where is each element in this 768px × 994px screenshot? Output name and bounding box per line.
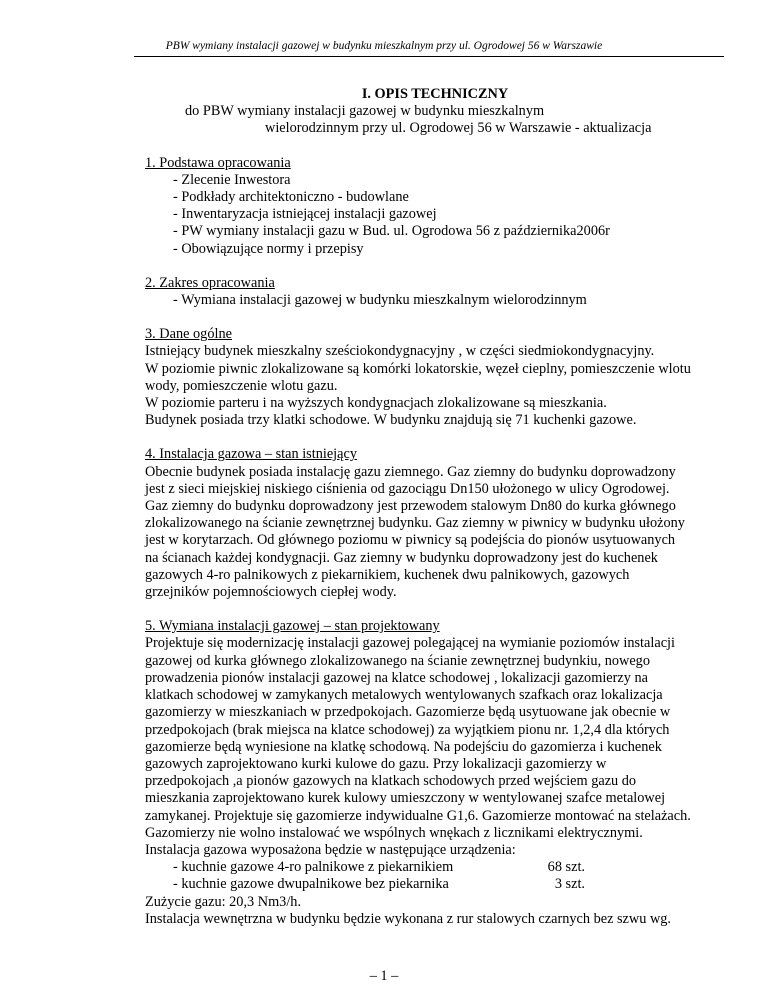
paragraph-line: Gazomierzy nie wolno instalować we wspólnych wnękach z licznikami elektrycznymi. [145,824,643,841]
equipment-row [145,859,725,876]
equipment-quantity: 3 szt. [554,876,585,893]
paragraph-line: przedpokojach (brak miejsca na klatce schodowej) za wyjątkiem pionu nr. 1,2,4 dla których [145,721,670,738]
paragraph-line: jest z sieci miejskiej niskiego ciśnienia od gazociągu Dn150 ułożonego w ulicy Ogrodowej. [145,480,670,497]
list-item: - Zlecenie Inwestora [173,171,291,188]
document-subtitle-line2: wielorodzinnym przy ul. Ogrodowej 56 w Warszawie - aktualizacja [265,120,652,137]
paragraph-line: Budynek posiada trzy klatki schodowe. W budynku znajdują się 71 kuchenki gazowe. [145,412,637,429]
paragraph-line: Projektuje się modernizację instalacji gazowej polegającej na wymianie poziomów instalacji [145,635,675,652]
paragraph-line: Zużycie gazu: 20,3 Nm3/h. [145,893,302,910]
list-item: - Obowiązujące normy i przepisy [173,240,364,257]
section-1 [145,155,725,258]
paragraph-line: gazowych zaprojektowano kurki kulowe do gazu. Przy lokalizacji gazomierzy w [145,755,607,772]
paragraph-line: klatkach schodowej w zamykanych metalowych wentylowanych szafkach oraz lokalizacja [145,687,663,704]
section-3 [145,326,725,429]
paragraph-line: mieszkania zaprojektowano kurek kulowy umieszczony w wentylowanej szafce metalowej [145,790,666,807]
section-heading: 1. Podstawa opracowania [145,154,291,171]
section-4 [145,446,725,601]
paragraph-line: Obecnie budynek posiada instalację gazu ziemnego. Gaz ziemny do budynku doprowadzony [145,463,676,480]
paragraph-line: jest w korytarzach. Od głównego poziomu w piwnicy są podejścia do pionów usytuowanych [145,532,676,549]
section-heading: 5. Wymiana instalacji gazowej – stan projektowany [145,618,440,635]
document-body [145,86,725,928]
equipment-row [145,876,725,893]
document-subtitle-line1: do PBW wymiany instalacji gazowej w budynku mieszkalnym [185,103,545,120]
paragraph-line: Istniejący budynek mieszkalny sześciokondygnacyjny , w części siedmiokondygnacyjny. [145,343,655,360]
equipment-label: - kuchnie gazowe dwupalnikowe bez piekarnika [173,876,449,893]
paragraph-line: gazowych 4-ro palnikowych z piekarnikiem, kuchenek dwu palnikowych, gazowych [145,566,630,583]
paragraph-line: Gaz ziemny do budynku doprowadzony jest przewodem stalowym Dn80 do kurka głównego [145,498,676,515]
section-5 [145,618,725,928]
paragraph-line: W poziomie piwnic zlokalizowane są komórki lokatorskie, węzeł cieplny, pomieszczenie wlotu [145,360,691,377]
header-rule [134,56,724,57]
paragraph-line: wody, pomieszczenie wlotu gazu. [145,377,338,394]
list-item: - Podkłady architektoniczno - budowlane [173,189,409,206]
paragraph-line: Instalacja wewnętrzna w budynku będzie wykonana z rur stalowych czarnych bez szwu wg. [145,910,671,927]
list-item: - PW wymiany instalacji gazu w Bud. ul. Ogrodowa 56 z października2006r [173,223,610,240]
paragraph-line: Instalacja gazowa wyposażona będzie w następujące urządzenia: [145,841,516,858]
paragraph-line: przedpokojach ,a pionów gazowych na klatkach schodowych przed wejściem gazu do [145,773,637,790]
section-heading: 3. Dane ogólne [145,326,232,343]
paragraph-line: W poziomie parteru i na wyższych kondygnacjach zlokalizowane są mieszkania. [145,395,607,412]
section-2 [145,275,725,309]
equipment-quantity: 68 szt. [547,859,585,876]
list-item: - Wymiana instalacji gazowej w budynku mieszkalnym wielorodzinnym [173,292,587,309]
paragraph-line: prowadzenia pionów instalacji gazowej na klatce schodowej , lokalizacji gazomierzy na [145,669,648,686]
page-number: – 1 – [369,968,399,984]
paragraph-line: gazowej od kurka głównego zlokalizowanego na ścianie zewnętrznej budynkiu, nowego [145,652,650,669]
paragraph-line: zamykanej. Projektuje się gazomierze indywidualne G1,6. Gazomierze montować na stelażach. [145,807,691,824]
section-heading: 4. Instalacja gazowa – stan istniejący [145,446,357,463]
paragraph-line: zlokalizowanego na ścianie zewnętrznej budynku. Gaz ziemny w piwnicy w budynku ułożony [145,515,685,532]
paragraph-line: grzejników pojemnościowych ciepłej wody. [145,584,397,601]
section-heading: 2. Zakres opracowania [145,274,275,291]
paragraph-line: na ścianach każdej kondygnacji. Gaz ziemny w budynku doprowadzony jest do kuchenek [145,549,658,566]
list-item: - Inwentaryzacja istniejącej instalacji gazowej [173,206,437,223]
equipment-label: - kuchnie gazowe 4-ro palnikowe z piekarnikiem [173,859,454,876]
running-header: PBW wymiany instalacji gazowej w budynku mieszkalnym przy ul. Ogrodowej 56 w Warszawie [165,40,603,52]
document-title: I. OPIS TECHNICZNY [361,86,509,102]
paragraph-line: gazomierze będą wyniesione na klatkę schodową. Na podejściu do gazomierza i kuchenek [145,738,662,755]
paragraph-line: gazomierzy w mieszkaniach w przedpokojach. Gazomierze będą usytuowane jak obecnie w [145,704,671,721]
